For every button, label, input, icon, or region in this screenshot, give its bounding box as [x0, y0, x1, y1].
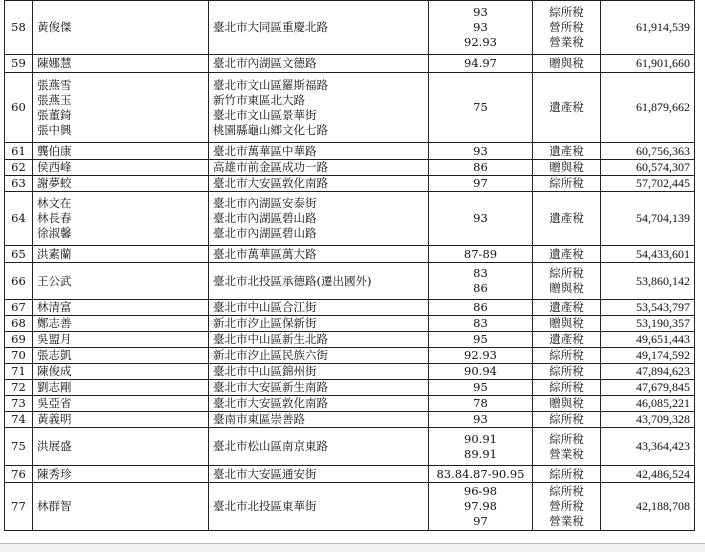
- amount-cell: [601, 263, 695, 300]
- tax-type: 綜所稅: [549, 466, 584, 481]
- address-cell: [209, 263, 429, 300]
- amount-owed: 53,543,797: [636, 300, 690, 314]
- taxpayer-name: 張中興: [37, 122, 72, 137]
- tax-type-cell: [533, 316, 601, 332]
- tax-type: 綜所稅: [549, 176, 584, 190]
- row-number: 76: [11, 466, 26, 481]
- amount-owed: 42,188,708: [636, 499, 690, 513]
- amount-owed: 54,704,139: [636, 211, 690, 225]
- amount-owed: 49,651,443: [636, 332, 690, 346]
- amount-owed: 47,679,845: [636, 380, 690, 394]
- tax-year: 97: [473, 514, 488, 528]
- row-number: 71: [11, 364, 26, 378]
- table-row: [5, 466, 695, 483]
- row-number: 63: [11, 176, 26, 190]
- amount-cell: [601, 364, 695, 380]
- tax-type: 綜所稅: [549, 484, 584, 498]
- taxpayer-name: 黃義明: [37, 412, 72, 426]
- year-cell: [429, 316, 533, 332]
- tax-type-cell: [533, 176, 601, 192]
- row-number-cell: [5, 192, 33, 246]
- tax-year: 93: [473, 5, 488, 19]
- tax-type-cell: [533, 55, 601, 73]
- tax-type: 營業稅: [549, 446, 584, 461]
- tax-type: 贈與稅: [549, 56, 584, 70]
- taxpayer-name: 徐淑馨: [37, 226, 72, 240]
- tax-year: 89.91: [464, 446, 497, 461]
- address-line: 臺北市內湖區碧山路: [213, 226, 317, 240]
- tax-type-cell: [533, 263, 601, 300]
- name-cell: [33, 1, 209, 55]
- address-cell: [209, 160, 429, 176]
- year-cell: [429, 263, 533, 300]
- table-row: [5, 176, 695, 192]
- tax-year: 93: [473, 20, 488, 34]
- amount-cell: [601, 1, 695, 55]
- name-cell: [33, 412, 209, 428]
- row-number: 61: [11, 143, 26, 158]
- taxpayer-name: 林清富: [37, 300, 72, 314]
- tax-type: 營業稅: [549, 35, 584, 49]
- amount-cell: [601, 483, 695, 531]
- year-cell: [429, 192, 533, 246]
- row-number-cell: [5, 364, 33, 380]
- address-line: 臺北市內湖區安泰街: [213, 196, 317, 210]
- row-number-cell: [5, 160, 33, 176]
- tax-type: 綜所稅: [549, 364, 584, 378]
- address-line: 臺北市大安區敦化南路: [213, 176, 328, 190]
- year-cell: [429, 364, 533, 380]
- row-number: 69: [11, 332, 26, 346]
- tax-type-cell: [533, 466, 601, 483]
- tax-type-cell: [533, 192, 601, 246]
- tax-type-cell: [533, 412, 601, 428]
- amount-owed: 60,756,363: [636, 143, 690, 158]
- address-line: 桃園縣龜山鄉文化七路: [213, 122, 328, 137]
- table-row: [5, 1, 695, 55]
- address-cell: [209, 176, 429, 192]
- amount-cell: [601, 176, 695, 192]
- row-number-cell: [5, 300, 33, 316]
- taxpayer-name: 吳亞省: [37, 396, 72, 410]
- table-row: [5, 192, 695, 246]
- address-line: 臺北市文山區羅斯福路: [213, 77, 328, 92]
- table-row: [5, 396, 695, 412]
- tax-year: 92.93: [464, 348, 497, 362]
- table-row: [5, 316, 695, 332]
- address-line: 臺北市大安區敦化南路: [213, 396, 328, 410]
- address-line: 臺北市大同區重慶北路: [213, 20, 328, 34]
- table-row: [5, 364, 695, 380]
- amount-cell: [601, 143, 695, 160]
- address-line: 臺北市中山區合江街: [213, 300, 317, 314]
- year-cell: [429, 143, 533, 160]
- taxpayer-name: 吳盟月: [37, 332, 72, 346]
- tax-type-cell: [533, 428, 601, 466]
- tax-type: 遺產稅: [549, 332, 584, 346]
- row-number-cell: [5, 73, 33, 143]
- row-number: 77: [11, 499, 26, 513]
- amount-owed: 42,486,524: [636, 466, 690, 481]
- year-cell: [429, 348, 533, 364]
- name-cell: [33, 316, 209, 332]
- tax-type: 遺產稅: [549, 246, 584, 261]
- address-line: 臺北市中山區錦州街: [213, 364, 317, 378]
- taxpayer-name: 黃俊傑: [37, 20, 72, 34]
- address-cell: [209, 428, 429, 466]
- row-number: 58: [11, 20, 26, 34]
- row-number: 65: [11, 246, 26, 261]
- tax-type: 贈與稅: [549, 316, 584, 330]
- address-cell: [209, 143, 429, 160]
- tax-type: 綜所稅: [549, 380, 584, 394]
- year-cell: [429, 483, 533, 531]
- tax-type: 營所稅: [549, 20, 584, 34]
- tax-type: 遺產稅: [549, 211, 584, 225]
- row-number-cell: [5, 466, 33, 483]
- row-number-cell: [5, 428, 33, 466]
- address-cell: [209, 364, 429, 380]
- amount-cell: [601, 332, 695, 348]
- amount-cell: [601, 380, 695, 396]
- taxpayer-name: 劉志剛: [37, 380, 72, 394]
- year-cell: [429, 176, 533, 192]
- amount-cell: [601, 466, 695, 483]
- address-line: 新北市汐止區保新街: [213, 316, 317, 330]
- tax-year: 94.97: [464, 56, 497, 70]
- table-row: [5, 483, 695, 531]
- tax-type-cell: [533, 1, 601, 55]
- amount-cell: [601, 348, 695, 364]
- name-cell: [33, 55, 209, 73]
- amount-owed: 43,709,328: [636, 412, 690, 426]
- tax-type-cell: [533, 300, 601, 316]
- address-line: 臺北市大安區通安街: [213, 466, 317, 481]
- row-number-cell: [5, 396, 33, 412]
- row-number: 74: [11, 412, 26, 426]
- name-cell: [33, 300, 209, 316]
- tax-type: 綜所稅: [549, 5, 584, 19]
- address-cell: [209, 380, 429, 396]
- taxpayer-name: 林群智: [37, 499, 72, 513]
- row-number: 73: [11, 396, 26, 410]
- year-cell: [429, 412, 533, 428]
- taxpayer-name: 林長春: [37, 211, 72, 225]
- year-cell: [429, 300, 533, 316]
- row-number-cell: [5, 246, 33, 263]
- amount-owed: 53,190,357: [636, 316, 690, 330]
- table-row: [5, 348, 695, 364]
- name-cell: [33, 332, 209, 348]
- amount-cell: [601, 396, 695, 412]
- row-number: 59: [11, 56, 26, 70]
- name-cell: [33, 428, 209, 466]
- tax-type: 綜所稅: [549, 266, 584, 280]
- tax-type-cell: [533, 160, 601, 176]
- table-row: [5, 55, 695, 73]
- address-line: 臺北市松山區南京東路: [213, 439, 328, 453]
- tax-year: 86: [473, 281, 488, 295]
- row-number: 68: [11, 316, 26, 330]
- year-cell: [429, 428, 533, 466]
- tax-type: 贈與稅: [549, 396, 584, 410]
- name-cell: [33, 364, 209, 380]
- table-row: [5, 332, 695, 348]
- tax-year: 83: [473, 316, 488, 330]
- tax-type: 綜所稅: [549, 412, 584, 426]
- taxpayer-name: 龔伯康: [37, 143, 72, 158]
- taxpayer-name: 洪展盛: [37, 439, 72, 453]
- tax-type: 遺產稅: [549, 300, 584, 314]
- row-number-cell: [5, 263, 33, 300]
- tax-year: 97.98: [464, 499, 497, 513]
- tax-type-cell: [533, 73, 601, 143]
- name-cell: [33, 176, 209, 192]
- address-cell: [209, 332, 429, 348]
- tax-year: 86: [473, 160, 488, 174]
- amount-owed: 43,364,423: [636, 439, 690, 453]
- row-number-cell: [5, 483, 33, 531]
- amount-cell: [601, 192, 695, 246]
- table-row: [5, 380, 695, 396]
- row-number: 60: [11, 100, 26, 114]
- taxpayer-name: 林文在: [37, 196, 72, 210]
- year-cell: [429, 1, 533, 55]
- row-number-cell: [5, 176, 33, 192]
- address-line: 臺北市北投區承德路(遷出國外): [213, 273, 372, 288]
- tax-year: 97: [473, 176, 488, 190]
- name-cell: [33, 396, 209, 412]
- address-cell: [209, 1, 429, 55]
- tax-type-cell: [533, 246, 601, 263]
- taxpayer-name: 侯西峰: [37, 160, 72, 174]
- tax-type: 贈與稅: [549, 281, 584, 295]
- address-cell: [209, 246, 429, 263]
- row-number-cell: [5, 348, 33, 364]
- year-cell: [429, 466, 533, 483]
- amount-owed: 60,574,307: [636, 160, 690, 174]
- tax-year: 92.93: [464, 35, 497, 49]
- tax-year: 83.84.87-90.95: [436, 466, 525, 481]
- tax-type: 綜所稅: [549, 431, 584, 446]
- tax-type: 營業稅: [549, 514, 584, 528]
- tax-year: 75: [473, 100, 488, 114]
- year-cell: [429, 73, 533, 143]
- address-line: 臺北市文山區景華街: [213, 107, 317, 122]
- taxpayer-name: 張董錡: [37, 107, 72, 122]
- address-line: 臺北市內湖區碧山路: [213, 211, 317, 225]
- row-number: 70: [11, 348, 26, 362]
- taxpayer-name: 陳秀珍: [37, 466, 72, 481]
- address-line: 臺北市中山區新生北路: [213, 332, 328, 346]
- taxpayer-name: 陳娜慧: [37, 56, 72, 70]
- tax-type-cell: [533, 348, 601, 364]
- taxpayer-name: 張燕雪: [37, 77, 72, 92]
- name-cell: [33, 73, 209, 143]
- amount-cell: [601, 160, 695, 176]
- row-number-cell: [5, 316, 33, 332]
- address-line: 新竹市東區北大路: [213, 92, 305, 107]
- amount-cell: [601, 246, 695, 263]
- tax-year: 95: [473, 380, 488, 394]
- year-cell: [429, 160, 533, 176]
- tax-type: 營所稅: [549, 499, 584, 513]
- taxpayer-name: 洪素蘭: [37, 246, 72, 261]
- address-cell: [209, 300, 429, 316]
- amount-owed: 53,860,142: [636, 273, 690, 288]
- table-row: [5, 246, 695, 263]
- row-number-cell: [5, 1, 33, 55]
- table-row: [5, 160, 695, 176]
- table-row: [5, 412, 695, 428]
- tax-year: 93: [473, 211, 488, 225]
- address-cell: [209, 412, 429, 428]
- row-number: 67: [11, 300, 26, 314]
- name-cell: [33, 143, 209, 160]
- tax-type-cell: [533, 143, 601, 160]
- tax-year: 83: [473, 266, 488, 280]
- table-row: [5, 263, 695, 300]
- amount-cell: [601, 300, 695, 316]
- year-cell: [429, 396, 533, 412]
- row-number-cell: [5, 412, 33, 428]
- tax-year: 93: [473, 412, 488, 426]
- taxpayer-name: 謝夢蛟: [37, 176, 72, 190]
- address-line: 臺南市東區崇善路: [213, 412, 305, 426]
- tax-type-cell: [533, 364, 601, 380]
- year-cell: [429, 332, 533, 348]
- row-number: 72: [11, 380, 26, 394]
- amount-owed: 57,702,445: [636, 176, 690, 190]
- tax-year: 96-98: [463, 484, 498, 498]
- tax-type: 遺產稅: [549, 100, 584, 114]
- tax-year: 93: [473, 143, 488, 158]
- address-cell: [209, 483, 429, 531]
- amount-owed: 46,085,221: [636, 396, 690, 410]
- amount-cell: [601, 55, 695, 73]
- tax-year: 90.91: [464, 431, 497, 446]
- amount-cell: [601, 316, 695, 332]
- address-cell: [209, 192, 429, 246]
- row-number-cell: [5, 380, 33, 396]
- table-row: [5, 73, 695, 143]
- address-line: 臺北市內湖區文德路: [213, 56, 317, 70]
- name-cell: [33, 192, 209, 246]
- tax-type: 贈與稅: [549, 160, 584, 174]
- name-cell: [33, 348, 209, 364]
- name-cell: [33, 466, 209, 483]
- row-number: 64: [11, 211, 26, 225]
- tax-type-cell: [533, 332, 601, 348]
- address-cell: [209, 348, 429, 364]
- amount-owed: 61,914,539: [636, 20, 690, 34]
- tax-year: 78: [473, 396, 488, 410]
- amount-owed: 54,433,601: [636, 246, 690, 261]
- taxpayer-name: 陳俊成: [37, 364, 72, 378]
- address-cell: [209, 55, 429, 73]
- year-cell: [429, 55, 533, 73]
- amount-owed: 49,174,592: [636, 348, 690, 362]
- row-number-cell: [5, 143, 33, 160]
- tax-year: 86: [473, 300, 488, 314]
- address-cell: [209, 73, 429, 143]
- tax-type-cell: [533, 380, 601, 396]
- tax-year: 87-89: [463, 246, 498, 261]
- row-number-cell: [5, 332, 33, 348]
- name-cell: [33, 380, 209, 396]
- address-line: 臺北市大安區新生南路: [213, 380, 328, 394]
- year-cell: [429, 246, 533, 263]
- address-cell: [209, 466, 429, 483]
- table-row: [5, 428, 695, 466]
- tax-debtor-table: [4, 0, 695, 531]
- amount-owed: 61,879,662: [636, 100, 690, 114]
- year-cell: [429, 380, 533, 396]
- row-number: 75: [11, 439, 26, 453]
- amount-owed: 61,901,660: [636, 56, 690, 70]
- row-number: 66: [11, 273, 26, 288]
- row-number: 62: [11, 160, 26, 174]
- taxpayer-name: 鄭志善: [37, 316, 72, 330]
- amount-cell: [601, 428, 695, 466]
- tax-type: 綜所稅: [549, 348, 584, 362]
- address-cell: [209, 396, 429, 412]
- taxpayer-name: 張燕玉: [37, 92, 72, 107]
- address-line: 新北市汐止區民族六街: [213, 348, 328, 362]
- address-line: 臺北市萬華區中華路: [213, 143, 317, 158]
- tax-type-cell: [533, 396, 601, 412]
- address-line: 臺北市北投區東華街: [213, 499, 317, 513]
- taxpayer-name: 王公武: [37, 273, 72, 288]
- address-line: 臺北市萬華區萬大路: [213, 246, 317, 261]
- tax-type: 遺產稅: [549, 143, 584, 158]
- amount-cell: [601, 412, 695, 428]
- name-cell: [33, 263, 209, 300]
- table-body: [5, 1, 695, 531]
- address-line: 高雄市前金區成功一路: [213, 160, 328, 174]
- name-cell: [33, 483, 209, 531]
- tax-year: 90.94: [464, 364, 497, 378]
- row-number-cell: [5, 55, 33, 73]
- name-cell: [33, 246, 209, 263]
- taxpayer-name: 張志凱: [37, 348, 72, 362]
- address-cell: [209, 316, 429, 332]
- amount-owed: 47,894,623: [636, 364, 690, 378]
- name-cell: [33, 160, 209, 176]
- tax-type-cell: [533, 483, 601, 531]
- amount-cell: [601, 73, 695, 143]
- table-row: [5, 300, 695, 316]
- table-row: [5, 143, 695, 160]
- tax-year: 95: [473, 332, 488, 346]
